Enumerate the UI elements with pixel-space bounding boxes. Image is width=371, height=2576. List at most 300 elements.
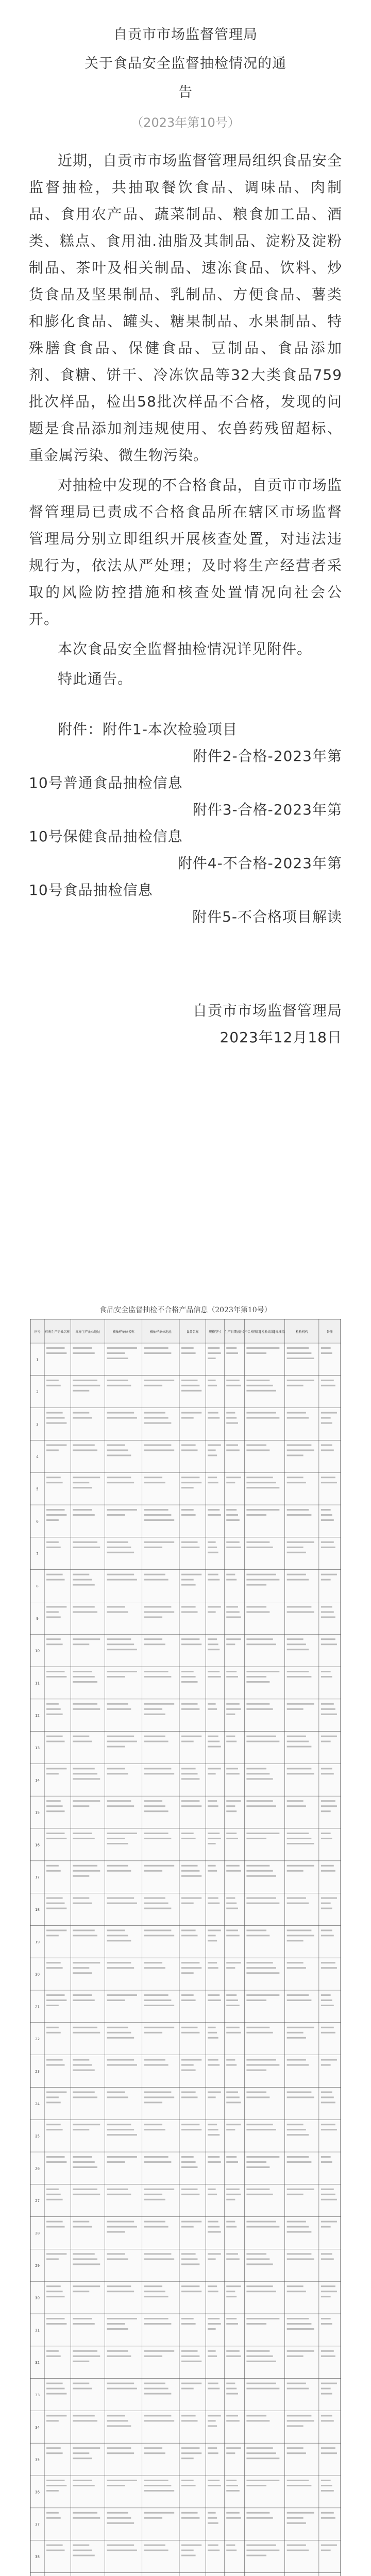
table-cell-text-mark [144,2194,162,2195]
table-cell-text-mark [208,1999,221,2001]
table-cell-text-mark [181,2517,199,2519]
table-cell-text-mark [181,1487,194,1488]
table-cell-text-mark [208,2129,218,2130]
table-cell-text-mark [246,1972,279,1974]
table-cell-text-mark [208,1935,215,1936]
table-row-index: 31 [35,2328,40,2333]
attachment-3-line-a[interactable]: 附件3-合格-2023年第 [192,801,342,818]
table-cell-text-mark [226,1838,238,1839]
table-cell-text-mark [321,1477,335,1478]
table-cell-text-mark [107,1358,128,1359]
table-row-index: 29 [35,2263,40,2268]
table-cell-text-mark [246,1352,266,1354]
table-cell-text-mark [208,2383,218,2384]
table-cell-text-mark [208,1671,220,1672]
table-cell-text-mark [321,2005,334,2006]
table-cell-text-mark [46,2512,59,2514]
table-cell-text-mark [246,1865,269,1867]
table-cell-text-mark [107,1903,137,1904]
table-cell-text-mark [321,1509,331,1511]
table-cell-text-mark [73,2545,89,2546]
table-cell-text-mark [287,1412,306,1414]
table-cell-text-mark [246,2361,276,2362]
table-cell-text-mark [181,2458,194,2459]
table-cell-text-mark [181,1638,199,1640]
table-cell-text-mark [246,2555,266,2556]
table-cell-text-mark [144,1509,168,1511]
table-cell-text-mark [107,1870,131,1872]
table-row-index: 1 [36,1358,39,1362]
table-cell-text-mark [144,1422,172,1424]
table-cell-text-mark [107,1708,131,1710]
table-cell-text-mark [46,2323,66,2325]
table-cell-text-mark [226,1962,241,1963]
table-cell-text-mark [107,2124,131,2125]
table-cell-text-mark [73,1838,95,1839]
table-cell-text-mark [208,1444,221,1446]
table-cell-text-mark [73,1875,89,1877]
table-cell-text-mark [107,2156,137,2158]
table-cell-text-mark [73,2027,97,2028]
table-cell-text-mark [226,1638,241,1640]
table-cell-text-mark [107,2328,128,2330]
table-cell-text-mark [181,2447,199,2449]
table-cell-text-mark [73,2361,89,2362]
table-cell-text-mark [107,2550,137,2551]
table-cell-text-mark [246,2420,269,2421]
attachment-4-line-b[interactable]: 10号食品抽检信息 [29,882,153,899]
table-cell-text-mark [208,2096,215,2098]
table-cell-text-mark [246,1999,266,2001]
table-cell-text-mark [208,2091,221,2093]
table-cell-text-mark [144,2102,162,2103]
table-cell-text-mark [226,2291,235,2292]
table-cell-text-mark [287,2323,312,2325]
table-cell-text-mark [181,1417,194,1419]
table-cell-text-mark [321,2296,331,2297]
table-cell-text-mark [226,2420,240,2421]
table-cell-text-mark [321,1708,335,1710]
table-cell-text-mark [208,1385,217,1386]
table-cell-text-mark [321,1967,337,1969]
table-cell-text-mark [226,2550,237,2551]
table-cell-text-mark [181,2323,196,2325]
table-cell-text-mark [287,2447,303,2449]
table-cell-text-mark [208,2388,220,2389]
table-cell-text-mark [321,2199,337,2200]
table-cell-text-mark [208,1514,221,1516]
table-cell-text-mark [321,1838,332,1839]
table-cell-text-mark [226,1606,238,1607]
table-cell-text-mark [208,1800,217,1802]
table-cell-text-mark [107,2032,131,2033]
table-cell-text-mark [46,1579,64,1581]
table-cell-text-mark [287,1870,303,1872]
table-cell-text-mark [46,1380,59,1381]
table-cell-text-mark [246,1736,276,1737]
attachment-5[interactable]: 附件5-不合格项目解读 [192,908,342,925]
table-cell-text-mark [46,2490,59,2492]
table-cell-text-mark [226,1741,237,1742]
table-cell-text-mark [73,2512,97,2514]
table-cell-text-mark [144,2490,174,2492]
table-cell-text-mark [287,1736,306,1737]
table-cell-text-mark [181,2285,199,2287]
table-cell-text-mark [226,2258,240,2260]
table-cell-text-mark [46,1838,66,1839]
table-cell-text-mark [208,2425,217,2427]
table-row-index: 13 [35,1746,40,1750]
table-cell-text-mark [144,1579,168,1581]
table-cell-text-mark [226,1703,240,1705]
table-cell-text-mark [287,1768,312,1769]
table-cell-text-mark [287,1805,306,1807]
table-cell-text-mark [321,2226,331,2228]
table-row-index: 16 [35,1843,40,1848]
table-row-index: 25 [35,2134,40,2139]
table-cell-text-mark [107,1838,125,1839]
table-cell-text-mark [144,2059,165,2061]
table-cell-text-mark [46,2189,59,2190]
table-cell-text-mark [226,2091,238,2093]
table-cell-text-mark [287,2355,303,2357]
table-cell-text-mark [73,1962,100,1963]
table-cell-text-mark [226,2545,235,2546]
table-cell-text-mark [321,1638,335,1640]
table-cell-text-mark [287,2027,314,2028]
table-cell-text-mark [181,1870,199,1872]
table-cell-text-mark [246,1962,273,1963]
table-cell-text-mark [287,1865,314,1867]
table-cell-text-mark [181,2555,196,2556]
table-cell-text-mark [107,1962,131,1963]
table-cell-text-mark [246,1703,269,1705]
table-cell-text-mark [226,1574,235,1575]
attachment-2-line-b[interactable]: 10号普通食品抽检信息 [29,774,183,791]
table-cell-text-mark [226,2194,241,2195]
table-cell-text-mark [46,1422,66,1424]
table-cell-text-mark [226,1482,235,1483]
table-cell-text-mark [107,1547,131,1548]
table-cell-text-mark [107,2134,137,2136]
table-cell-text-mark [181,2091,196,2093]
table-row-index: 36 [35,2490,40,2495]
table-cell-text-mark [46,2355,61,2357]
table-cell-text-mark [287,1380,314,1381]
table-cell-text-mark [246,2032,273,2033]
table-cell-text-mark [144,2485,172,2486]
table-cell-text-mark [246,1768,266,1769]
table-cell-text-mark [208,2189,215,2190]
table-cell-text-mark [73,2452,89,2454]
table-cell-text-mark [208,1347,220,1349]
table-cell-text-mark [46,1676,66,1677]
table-cell-text-mark [107,2522,134,2524]
table-cell-text-mark [321,1574,337,1575]
table-cell-text-mark [144,1541,174,1543]
table-cell-text-mark [287,2285,303,2287]
table-cell-text-mark [46,1967,63,1969]
table-cell-text-mark [208,1940,217,1941]
table-cell-text-mark [107,1552,134,1553]
table-cell-text-mark [321,1519,334,1521]
table-cell-text-mark [226,2393,238,2395]
table-cell-text-mark [226,1380,240,1381]
table-cell-text-mark [46,2156,64,2158]
table-cell-text-mark [226,2323,238,2325]
table-cell-text-mark [287,1843,314,1844]
table-cell-text-mark [246,2323,266,2325]
attachment-3-line-b[interactable]: 10号保健食品抽检信息 [29,828,183,845]
table-cell-text-mark [107,1736,134,1737]
table-cell-text-mark [107,2545,134,2546]
signature-block [29,997,342,1051]
table-cell-text-mark [144,1477,162,1478]
table-cell-text-mark [144,2091,172,2093]
table-cell-text-mark [73,1778,100,1780]
table-cell-text-mark [287,2161,312,2163]
table-cell-text-mark [208,1482,218,1483]
table-cell-text-mark [287,2037,306,2039]
table-cell-text-mark [144,1708,162,1710]
table-cell-text-mark [246,1487,279,1488]
table-cell-text-mark [144,2323,172,2325]
table-cell-text-mark [321,2485,332,2486]
table-cell-text-mark [46,2550,64,2551]
table-cell-text-mark [73,1929,95,1931]
table-cell-text-mark [144,2480,168,2481]
table-cell-text-mark [107,1671,137,1672]
table-cell-text-mark [287,1903,309,1904]
table-cell-text-mark [107,2480,137,2481]
table-cell-text-mark [107,2420,128,2421]
table-cell-text-mark [321,1380,334,1381]
table-cell-text-mark [107,1833,137,1834]
table-cell-text-mark [287,2291,306,2292]
table-cell-text-mark [246,2480,279,2481]
table-row-index: 8 [36,1584,39,1588]
table-cell-text-mark [226,2517,241,2519]
table-cell-text-mark [208,1509,220,1511]
table-row-index: 20 [35,1972,40,1977]
table-cell-text-mark [287,1676,312,1677]
table-cell-text-mark [107,2285,131,2287]
table-cell-text-mark [73,2226,92,2228]
table-cell-text-mark [287,1999,312,2001]
table-cell-text-mark [246,2447,273,2449]
table-cell-text-mark [287,2318,309,2319]
table-cell-text-mark [107,1649,137,1650]
table-cell-text-mark [73,2355,100,2357]
table-cell-text-mark [287,2134,309,2136]
table-cell-text-mark [181,1671,194,1672]
table-cell-text-mark [321,2512,334,2514]
table-cell-text-mark [226,2485,238,2486]
table-cell-text-mark [321,1579,331,1581]
table-cell-text-mark [321,1903,331,1904]
table-cell-text-mark [321,1417,331,1419]
table-cell-text-mark [321,1994,331,1996]
table-cell-text-mark [246,2064,279,2066]
table-cell-text-mark [73,1638,100,1640]
table-cell-text-mark [208,2355,217,2357]
table-cell-text-mark [73,2323,95,2325]
table-cell-text-mark [321,2129,337,2130]
table-cell-text-mark [246,1584,266,1586]
table-cell-text-mark [46,1929,66,1931]
table-cell-text-mark [208,1708,217,1710]
table-cell-text-mark [287,1638,303,1640]
table-cell-text-mark [107,2258,128,2260]
table-cell-text-mark [181,2545,201,2546]
table-cell-text-mark [246,2452,276,2454]
table-cell-text-mark [226,2355,241,2357]
table-cell-text-mark [107,2355,131,2357]
table-cell-text-mark [321,2032,335,2033]
table-cell-text-mark [107,1676,125,1677]
table-cell-text-mark [287,2124,303,2125]
table-cell-text-mark [144,1897,165,1899]
table-cell-text-mark [321,2059,337,2061]
table-cell-text-mark [246,1514,266,1516]
table-cell-text-mark [144,2550,168,2551]
table-cell-text-mark [73,2221,89,2223]
table-cell-text-mark [73,1380,97,1381]
table-cell-text-mark [287,1449,314,1451]
table-cell-text-mark [208,1897,218,1899]
table-cell-text-mark [246,2355,273,2357]
table-cell-text-mark [226,2480,237,2481]
table-cell-text-mark [107,1444,125,1446]
table-cell-text-mark [226,1579,237,1581]
table-cell-text-mark [144,1908,172,1909]
table-cell-text-mark [46,1417,64,1419]
attachment-1[interactable]: 附件：附件1-本次检验项目 [58,721,238,738]
table-cell-text-mark [46,1768,66,1769]
table-cell-text-mark [226,1768,238,1769]
table-cell-text-mark [208,1962,217,1963]
table-cell-text-mark [287,1547,303,1548]
table-cell-text-mark [208,2037,218,2039]
table-cell-text-mark [246,2415,266,2416]
table-cell-text-mark [144,2253,172,2255]
table-cell-text-mark [181,2124,199,2125]
table-cell-text-mark [321,2091,332,2093]
table-cell-text-mark [46,2383,63,2384]
table-cell-text-mark [321,1962,335,1963]
table-cell-text-mark [246,2091,266,2093]
table-header-cell: 备注 [326,1330,333,1334]
table-cell-text-mark [226,1547,241,1548]
table-cell-text-mark [46,2452,63,2454]
table-cell-text-mark [226,2226,237,2228]
title-line-3: 告 [178,84,193,100]
table-cell-text-mark [73,1574,89,1575]
table-cell-text-mark [144,2291,165,2292]
table-cell-text-mark [226,2296,237,2297]
table-cell-text-mark [208,1574,218,1575]
table-cell-text-mark [287,2096,314,2098]
table-cell-text-mark [208,2231,221,2233]
table-cell-text-mark [246,1897,276,1899]
table-cell-text-mark [226,1773,240,1774]
table-cell-text-mark [321,2194,335,2195]
table-cell-text-mark [107,1940,131,1941]
table-cell-text-mark [287,2328,314,2330]
table-cell-text-mark [107,2447,131,2449]
table-cell-text-mark [287,2512,314,2514]
table-cell-text-mark [226,1999,238,2001]
table-cell-text-mark [321,1833,331,1834]
table-cell-text-mark [46,1606,66,1607]
table-cell-text-mark [107,2318,137,2319]
table-cell-text-mark [144,1999,172,2001]
table-cell-text-mark [144,2189,174,2190]
table-cell-text-mark [321,2124,335,2125]
table-cell-text-mark [107,1482,134,1483]
table-cell-text-mark [246,2388,279,2389]
table-cell-text-mark [107,2452,134,2454]
paragraph-summary: 近期，自贡市市场监督管理局组织食品安全监督抽检，共抽取餐饮食品、调味品、肉制品、食用农产品、蔬菜制品、粮食加工品、酒类、糕点、食用油.油脂及其制品、淀粉及淀粉制品、茶叶及相关制品、速冻食品、饮料、炒货食品及坚果制品、乳制品、方便食品、薯类和膨化食品、罐头、糖果制品、水果制品、特殊膳食食品、保健食品、豆制品、食品添加剂、食糖、饼干、冷冻饮品等32大类食品759批次样品，检出58批次样品不合格，发现的问题是食品添加剂违规使用、农兽药残留超标、重金属污染、微生物污染。 [29,152,342,464]
table-cell-text-mark [107,2129,134,2130]
table-cell-text-mark [107,1380,128,1381]
table-cell-text-mark [144,2350,174,2352]
table-cell-text-mark [208,1843,215,1844]
table-cell-text-mark [246,1643,276,1645]
table-cell-text-mark [181,2189,198,2190]
attachment-2-line-a[interactable]: 附件2-合格-2023年第 [192,748,342,765]
table-cell-text-mark [107,2037,134,2039]
table-cell-text-mark [181,1606,196,1607]
table-cell-text-mark [208,2420,215,2421]
table-cell-text-mark [46,2415,66,2416]
table-cell-text-mark [226,1417,237,1419]
table-cell-text-mark [144,1380,174,1381]
table-cell-text-mark [321,2102,335,2103]
table-cell-text-mark [107,2388,137,2389]
table-cell-text-mark [144,1741,168,1742]
table-cell-text-mark [144,2355,162,2357]
table-header-cell: 标称生产企业名称 [45,1330,70,1334]
table-cell-text-mark [73,1579,92,1581]
table-cell-text-mark [246,2485,266,2486]
table-cell-text-mark [46,1935,59,1936]
table-cell-text-mark [46,2199,63,2200]
table-cell-text-mark [73,2059,89,2061]
table-cell-text-mark [208,2350,215,2352]
table-cell-text-mark [226,2124,241,2125]
table-cell-text-mark [144,1805,165,1807]
table-cell-text-mark [107,1514,125,1516]
table-cell-text-mark [46,1514,66,1516]
table-cell-text-mark [246,1875,276,1877]
title-block [0,0,371,135]
table-cell-text-mark [226,2059,235,2061]
table-cell-text-mark [144,1482,165,1483]
table-cell-text-mark [46,1444,66,1446]
attachment-4-line-a[interactable]: 附件4-不合格-2023年第 [177,855,342,872]
table-cell-text-mark [107,1579,137,1581]
table-cell-text-mark [144,1385,162,1386]
table-cell-text-mark [73,2253,95,2255]
table-cell-text-mark [226,2032,241,2033]
issue-number: （2023年第10号） [131,115,240,130]
table-cell-text-mark [107,2091,125,2093]
table-cell-text-mark [208,1967,218,1969]
table-cell-text-mark [226,1903,237,1904]
table-cell-text-mark [107,2221,134,2223]
table-cell-text-mark [46,1509,64,1511]
